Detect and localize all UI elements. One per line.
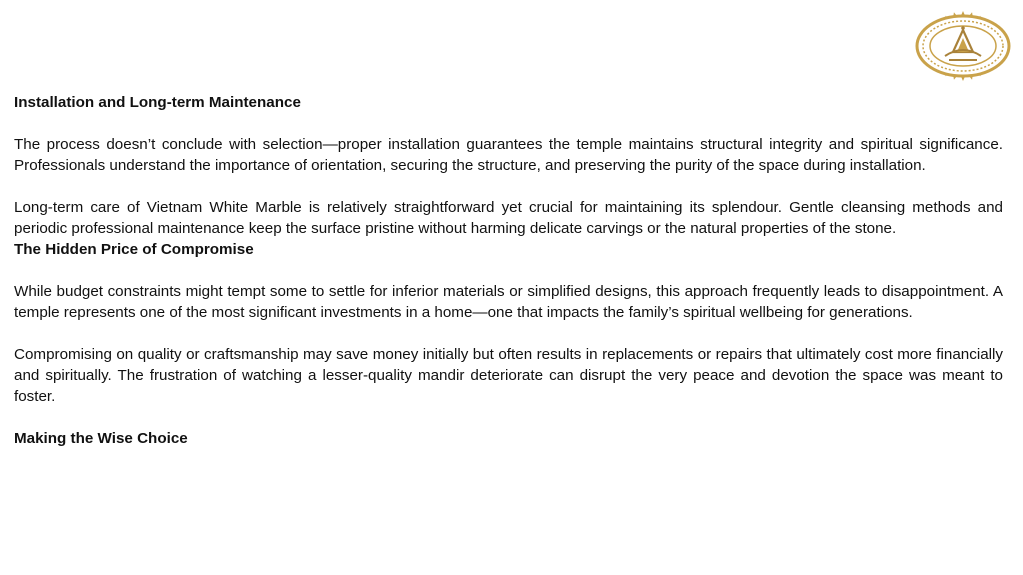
article-body (14, 92, 1003, 449)
temple-logo-icon (910, 11, 1016, 81)
section-heading: The Hidden Price of Compromise (14, 241, 254, 258)
paragraph: Long-term care of Vietnam White Marble is relatively straightforward yet crucial for maintaining its splendour. Gentle cleansing methods and periodic professional maintenance keep the surface pristine without harming delicate carvings or the natural properties of the stone. (14, 199, 1003, 237)
paragraph: The process doesn’t conclude with selection—proper installation guarantees the temple maintains structural integrity and spiritual significance. Professionals understand the importance of orientation, securing the structure, and preserving the purity of the space during installation. (14, 136, 1003, 174)
section-heading: Making the Wise Choice (14, 430, 188, 447)
section-heading: Installation and Long-term Maintenance (14, 94, 301, 111)
paragraph: Compromising on quality or craftsmanship may save money initially but often results in replacements or repairs that ultimately cost more financially and spiritually. The frustration of watching a lesser-quality mandir deteriorate can disrupt the very peace and devotion the space was meant to foster. (14, 346, 1003, 405)
paragraph: While budget constraints might tempt some to settle for inferior materials or simplified designs, this approach frequently leads to disappointment. A temple represents one of the most significant investments in a home—one that impacts the family’s spiritual wellbeing for generations. (14, 283, 1003, 321)
